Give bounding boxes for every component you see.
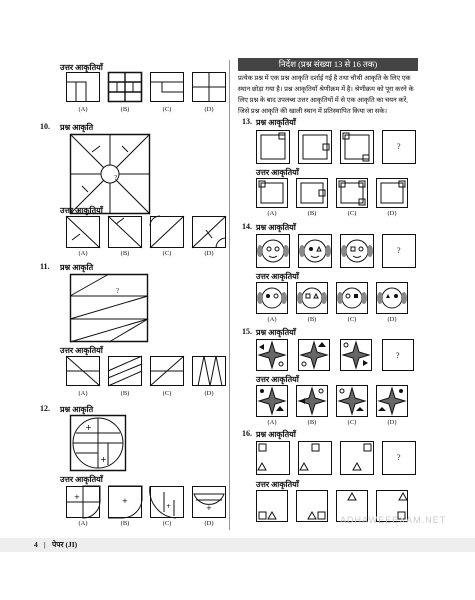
q10-answer-heading: उत्तर आकृतियाँ (60, 206, 103, 215)
q11-option-c-figure (150, 356, 184, 386)
q13-option-c-label[interactable]: (C) (347, 210, 357, 217)
q16-option-b-figure (296, 490, 328, 522)
q14-option-d-label[interactable]: (D) (387, 316, 397, 323)
q9-option-a-figure (66, 72, 100, 102)
q10-number: 10. (40, 122, 50, 131)
q10-option-d-figure (192, 216, 226, 248)
q14-option-b-figure (296, 282, 328, 314)
q11-question-figure (70, 274, 148, 342)
q12-option-c-figure (150, 486, 184, 518)
q9-option-b-label[interactable]: (B) (120, 106, 130, 113)
q9-option-d-label[interactable]: (D) (204, 106, 214, 113)
q13-option-a-label[interactable]: (A) (267, 210, 277, 217)
q14-heading: प्रश्न आकृतियाँ (256, 223, 296, 232)
q15-number: 15. (242, 327, 252, 336)
q13-question-mark: ? (397, 142, 401, 151)
directions-title: निर्देश (प्रश्न संख्या 13 से 16 तक) (238, 58, 418, 71)
paper-label: पेपर (JI) (52, 540, 78, 549)
q11-option-d-label[interactable]: (D) (204, 390, 214, 397)
q12-answer-heading: उत्तर आकृतियाँ (60, 475, 103, 484)
q15-option-d-label[interactable]: (D) (387, 419, 397, 426)
q10-question-mark: ? (114, 174, 118, 182)
q13-option-c-figure (336, 178, 368, 208)
q12-option-b-label[interactable]: (B) (120, 520, 130, 527)
column-divider (229, 60, 230, 530)
q14-question-mark: ? (397, 246, 401, 255)
q13-heading: प्रश्न आकृतियाँ (256, 118, 296, 127)
q14-answer-heading: उत्तर आकृतियाँ (256, 272, 299, 281)
q14-option-a-figure (256, 282, 288, 314)
svg-text:+: + (206, 504, 212, 512)
q13-option-a-figure (256, 178, 288, 208)
q13-option-b-figure (296, 178, 328, 208)
q9-option-c-figure (150, 72, 184, 102)
q9-option-d-figure (192, 72, 226, 102)
q16-answer-heading: उत्तर आकृतियाँ (256, 480, 299, 489)
q15-option-c-figure (336, 385, 368, 417)
page-number: 4 (34, 540, 38, 549)
q14-number: 14. (242, 222, 252, 231)
q15-option-d-figure (376, 385, 408, 417)
q12-heading: प्रश्न आकृति (60, 405, 94, 414)
q15-question-figure-1 (256, 339, 288, 371)
q11-option-b-label[interactable]: (B) (120, 390, 130, 397)
svg-text:+: + (74, 493, 80, 501)
q16-question-figure-2 (298, 441, 332, 475)
q16-question-mark: ? (397, 453, 401, 462)
q13-number: 13. (242, 117, 252, 126)
q13-option-b-label[interactable]: (B) (307, 210, 317, 217)
q15-question-figure-3 (340, 339, 372, 371)
q14-option-c-label[interactable]: (C) (347, 316, 357, 323)
q10-option-a-figure (66, 216, 100, 248)
q13-question-figure-2 (298, 130, 332, 164)
q16-number: 16. (242, 429, 252, 438)
q10-heading: प्रश्न आकृति (60, 123, 94, 132)
svg-text:+: + (100, 455, 107, 464)
q10-question-figure (70, 134, 150, 214)
q13-option-d-label[interactable]: (D) (387, 210, 397, 217)
q14-option-d-figure (376, 282, 408, 314)
q12-option-b-figure (108, 486, 142, 518)
q16-option-a-figure (256, 490, 288, 522)
q11-option-a-figure (66, 356, 100, 386)
q14-question-figure-3 (340, 234, 374, 268)
svg-text:+: + (122, 497, 128, 505)
q11-option-c-label[interactable]: (C) (162, 390, 172, 397)
q10-option-a-label[interactable]: (A) (78, 250, 88, 257)
q15-answer-heading: उत्तर आकृतियाँ (256, 375, 299, 384)
q9-option-c-label[interactable]: (C) (162, 106, 172, 113)
q15-option-c-label[interactable]: (C) (347, 419, 357, 426)
q13-option-d-figure (376, 178, 408, 208)
q15-question-mark: ? (396, 351, 400, 360)
q14-question-figure-1 (256, 234, 290, 268)
q15-option-b-figure (296, 385, 328, 417)
q16-heading: प्रश्न आकृतियाँ (256, 430, 296, 439)
q9-option-b-figure (108, 72, 142, 102)
q16-question-figure-3 (340, 441, 374, 475)
q12-option-a-label[interactable]: (A) (78, 520, 88, 527)
q12-question-figure (70, 415, 126, 471)
q16-question-figure-1 (256, 441, 290, 475)
q15-option-a-figure (256, 385, 288, 417)
q11-option-a-label[interactable]: (A) (78, 390, 88, 397)
page-footer (0, 538, 475, 552)
q15-heading: प्रश्न आकृतियाँ (256, 328, 296, 337)
q12-option-a-figure (66, 486, 100, 518)
svg-text:+: + (85, 423, 92, 432)
q10-option-b-label[interactable]: (B) (120, 250, 130, 257)
q12-number: 12. (40, 404, 50, 413)
q14-option-b-label[interactable]: (B) (307, 316, 317, 323)
q15-option-b-label[interactable]: (B) (307, 419, 317, 426)
q11-question-mark: ? (116, 287, 120, 295)
watermark: ADHAWEEEXAM.NET (340, 515, 447, 525)
q9-answer-heading: उत्तर आकृतियाँ (60, 63, 103, 72)
directions-text: प्रत्येक प्रश्न में एक प्रश्न आकृति दर्शाई गई है तथा चौथी आकृति के लिए एक स्थान छोड़ा गया है। प्रश्न आकृतियाँ श्रेणीक्रम में है। श्रेणीक्रम को पूरा करने के लिए प्रश्न के बाद उपलब्ध उत्तर आकृतियों में से एक आकृति का चयन करें, जिसे प्रश्न आकृति की खाली स्थान में प्रतिस्थापित किया जा सके। (238, 75, 414, 115)
q10-option-d-label[interactable]: (D) (204, 250, 214, 257)
q13-answer-heading: उत्तर आकृतियाँ (256, 168, 299, 177)
q11-option-b-figure (108, 356, 142, 386)
q12-option-c-label[interactable]: (C) (162, 520, 172, 527)
q13-question-figure-3 (340, 130, 374, 164)
q11-heading: प्रश्न आकृति (60, 263, 94, 272)
q10-option-c-label[interactable]: (C) (162, 250, 172, 257)
q15-option-a-label[interactable]: (A) (267, 419, 277, 426)
q10-option-b-figure (108, 216, 142, 248)
q9-option-a-label[interactable]: (A) (78, 106, 88, 113)
q12-option-d-label[interactable]: (D) (204, 520, 214, 527)
q10-option-c-figure (150, 216, 184, 248)
q11-option-d-figure (192, 356, 226, 386)
svg-text:+: + (166, 503, 172, 510)
q12-option-d-figure (192, 486, 226, 518)
q13-question-figure-1 (256, 130, 290, 164)
q11-number: 11. (40, 262, 50, 271)
q14-question-figure-2 (298, 234, 332, 268)
footer-separator: | (44, 540, 46, 549)
q15-question-figure-2 (298, 339, 330, 371)
q11-answer-heading: उत्तर आकृतियाँ (60, 346, 103, 355)
q14-option-a-label[interactable]: (A) (267, 316, 277, 323)
q14-option-c-figure (336, 282, 368, 314)
